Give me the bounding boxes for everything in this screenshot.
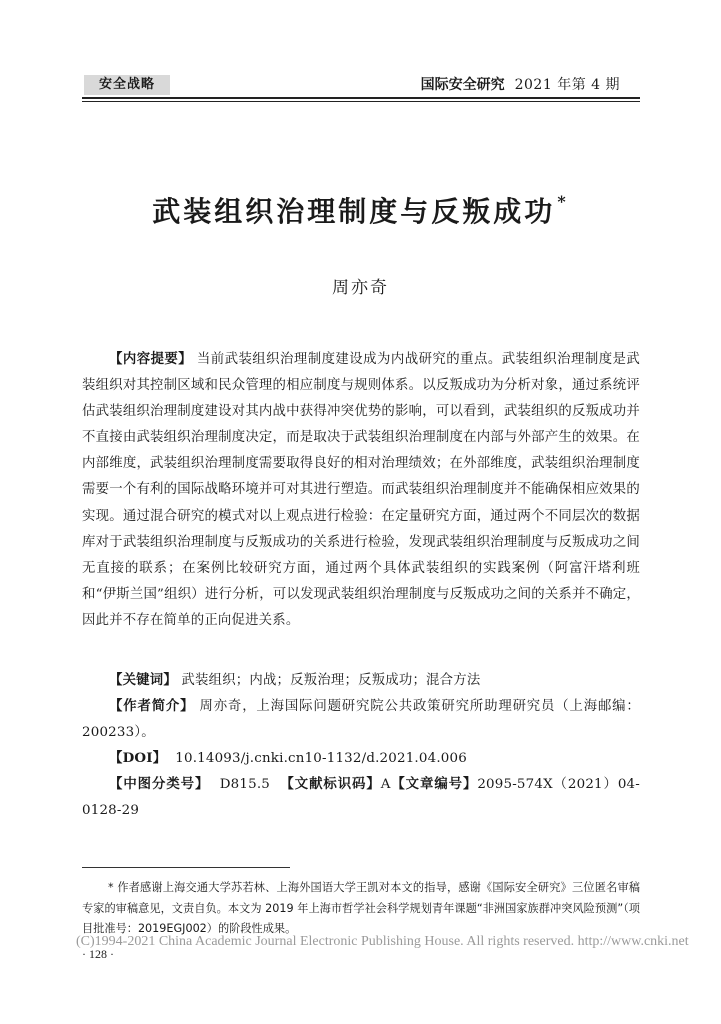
journal-header [421,75,620,95]
doc-code-label: 【文献标识码】 [280,776,381,792]
keywords-text: 武装组织；内战；反叛治理；反叛成功；混合方法 [181,673,481,688]
clc-label: 【中图分类号】 [109,776,210,792]
doi-link[interactable]: 10.14093/j.cnki.cn10-1132/d.2021.04.006 [175,751,467,766]
article-no-value: 2095-574X（2021）04-0128-29 [82,777,641,819]
doi-label: 【DOI】 [109,750,167,766]
doc-code-value: A [380,777,391,792]
copyright-watermark: (C)1994-2021 China Academic Journal Electronic Publishing House. All rights reserved. http://www.cnki.net [76,934,689,949]
article-title-text: 武装组织治理制度与反叛成功 [152,195,556,228]
author-intro [82,693,640,746]
author-intro-label: 【作者简介】 [109,698,195,714]
author-intro-text: 周亦奇，上海国际问题研究院公共政策研究所助理研究员（上海邮编：200233）。 [82,699,641,741]
doi [82,745,640,772]
header-rule-thin [82,101,640,102]
footnote-rule [82,867,290,868]
issue-label: 2021 年第 4 期 [514,77,620,93]
abstract-text: 当前武装组织治理制度建设成为内战研究的重点。武装组织治理制度是武装组织对其控制区域和民众管理的相应制度与规则体系。以反叛成功为分析对象，通过系统评估武装组织治理制度建设对其内战中获得冲突优势的影响，可以看到，武装组织的反叛成功并不直接由武装组织治理制度决定，而是取决于武装组织治理制度在内部与外部产生的效果。在内部维度，武装组织治理制度需要取得良好的相对治理绩效；在外部维度，武装组织治理制度需要一个有利的国际战略环境并可对其进行塑造。而武装组织治理制度并不能确保相应效果的实现。通过混合研究的模式对以上观点进行检验：在定量研究方面，通过两个不同层次的数据库对于武装组织治理制度与反叛成功的关系进行检验，发现武装组织治理制度与反叛成功之间无直接的联系；在案例比较研究方面，通过两个具体武装组织的实践案例（阿富汗塔利班和“伊斯兰国”组织）进行分析，可以发现武装组织治理制度与反叛成功之间的关系并不确定，因此并不存在简单的正向促进关系。 [82,352,640,628]
author-name: 周亦奇 [332,278,389,298]
page-number: · 128 · [82,947,114,961]
title-footnote-mark: * [557,191,569,211]
classification-line [82,771,640,824]
abstract [82,346,640,634]
header-rule [82,97,640,99]
journal-name: 国际安全研究 [420,77,505,93]
clc-value: D815.5 [219,777,270,792]
footnote: * 作者感谢上海交通大学苏若林、上海外国语大学王凯对本文的指导，感谢《国际安全研究》三位匿名审稿专家的审稿意见，文责自负。本文为 2019 年上海市哲学社会科学规划青年课题“非洲国家族群冲突风险预测”（项目批准号：2019EGJ002）的阶段性成果。 [82,881,640,935]
abstract-label: 【内容提要】 [109,351,193,367]
article-no-label: 【文章编号】 [390,776,478,792]
section-label: 安全战略 [84,75,170,95]
keywords-label: 【关键词】 [109,672,177,688]
article-title [0,190,721,230]
keywords [82,667,640,694]
